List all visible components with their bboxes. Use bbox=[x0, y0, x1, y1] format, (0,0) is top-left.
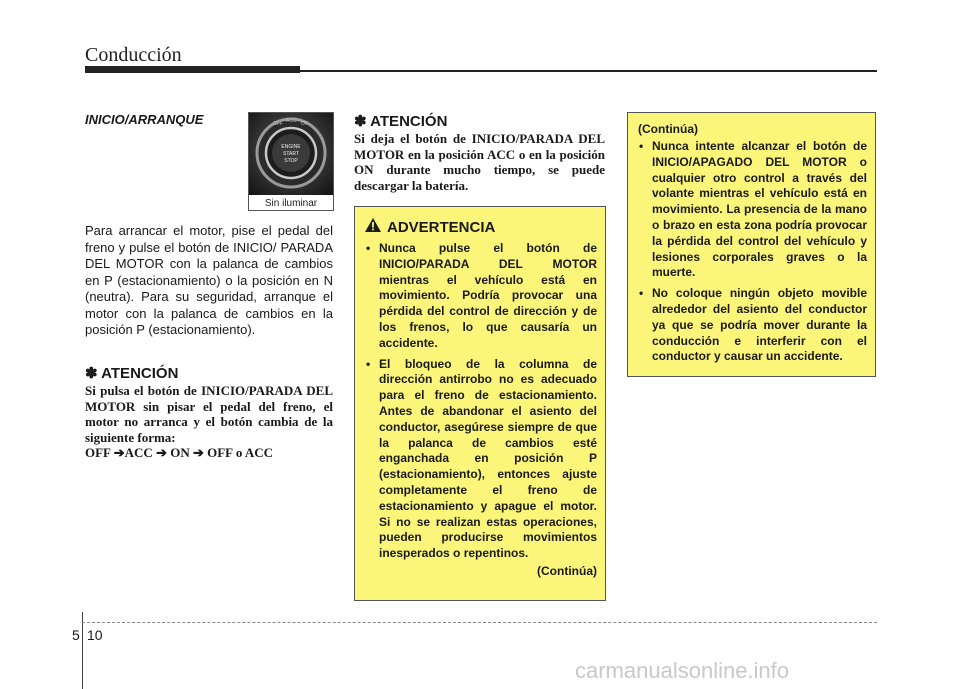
ring-label-acc: ACC bbox=[286, 118, 297, 124]
header-rule-thin bbox=[300, 70, 877, 72]
footer-vertical-rule bbox=[82, 612, 83, 689]
button-text-start: START bbox=[283, 151, 299, 157]
button-text-engine: ENGINE bbox=[281, 144, 301, 150]
warning-list bbox=[365, 241, 597, 562]
section-subtitle: INICIO/ARRANQUE bbox=[85, 112, 204, 127]
warning-item: • El bloqueo de la columna de dirección antirrobo no es adecuado para el freno de estacionamiento. Antes de abandonar el asiento del conductor, asegúrese siempre de que la palanca de cambios esté enganchada en posición P (estacionamiento), entonces ajuste completamente el freno de estacionamiento y apague el motor. Si no se realizan estas operaciones, pueden producirse movimientos inesperados o repentinos. bbox=[365, 357, 597, 562]
start-button-figure bbox=[248, 112, 334, 211]
warning-item: • Nunca intente alcanzar el botón de INICIO/APAGADO DEL MOTOR o cualquier otro control a través del volante mientras el vehículo está en movimiento. La presencia de la mano o brazo en esta zona podría provocar la pérdida del control del vehículo y lesiones corporales graves o la muerte. bbox=[638, 139, 867, 281]
figure-caption: Sin iluminar bbox=[264, 198, 318, 209]
header-rule-thick bbox=[85, 66, 300, 73]
ring-label-off: OFF bbox=[273, 121, 283, 127]
warning-continued-box bbox=[627, 112, 876, 377]
warning-box bbox=[354, 206, 606, 601]
ring-label-on: ON bbox=[301, 121, 309, 127]
footer-dashed-rule bbox=[82, 622, 877, 623]
attention-heading-2: ✽ ATENCIÓN bbox=[354, 113, 448, 130]
page-number: 10 bbox=[87, 627, 103, 643]
continued-warning-list bbox=[638, 139, 867, 365]
button-text-stop: STOP bbox=[284, 158, 298, 164]
page-header-title: Conducción bbox=[85, 44, 182, 66]
warning-title: ADVERTENCIA bbox=[387, 219, 496, 236]
warning-triangle-icon bbox=[365, 218, 381, 237]
attention-text-1 bbox=[85, 383, 333, 461]
attention-heading-1: ✽ ATENCIÓN bbox=[85, 365, 179, 382]
continues-label: (Continúa) bbox=[537, 563, 597, 578]
start-stop-button-image bbox=[249, 113, 333, 195]
warning-header bbox=[365, 218, 597, 237]
continued-heading: (Continúa) bbox=[638, 122, 698, 136]
attention-body-1: Si pulsa el botón de INICIO/PARADA DEL MOTOR sin pisar el pedal del freno, el motor no arranca y el botón cambia de la siguiente forma: bbox=[85, 383, 333, 445]
watermark: carmanualsonline.info bbox=[575, 658, 790, 683]
section-number: 5 bbox=[72, 627, 80, 643]
warning-item: • Nunca pulse el botón de INICIO/PARADA DEL MOTOR mientras el vehículo está en movimiento. Podría provocar una pérdida del control de dirección y de los frenos, lo que causaría un accidente. bbox=[365, 241, 597, 352]
start-instructions-paragraph: Para arrancar el motor, pise el pedal del freno y pulse el botón de INICIO/ PARADA DEL MOTOR con la palanca de cambios en P (estacionamiento) o la posición en N (neutra). Para su seguridad, arranque el motor con la palanca de cambios en la posición P (estacionamiento). bbox=[85, 223, 333, 337]
warning-item: • No coloque ningún objeto movible alrededor del asiento del conductor ya que se podría mover durante la conducción e interferir con el conductor y causar un accidente. bbox=[638, 286, 867, 365]
attention-text-2: Si deja el botón de INICIO/PARADA DEL MOTOR en la posición ACC o en la posición ON durante mucho tiempo, se puede descargar la batería. bbox=[354, 131, 605, 193]
button-mode-sequence: OFF ➔ACC ➔ ON ➔ OFF o ACC bbox=[85, 445, 274, 460]
